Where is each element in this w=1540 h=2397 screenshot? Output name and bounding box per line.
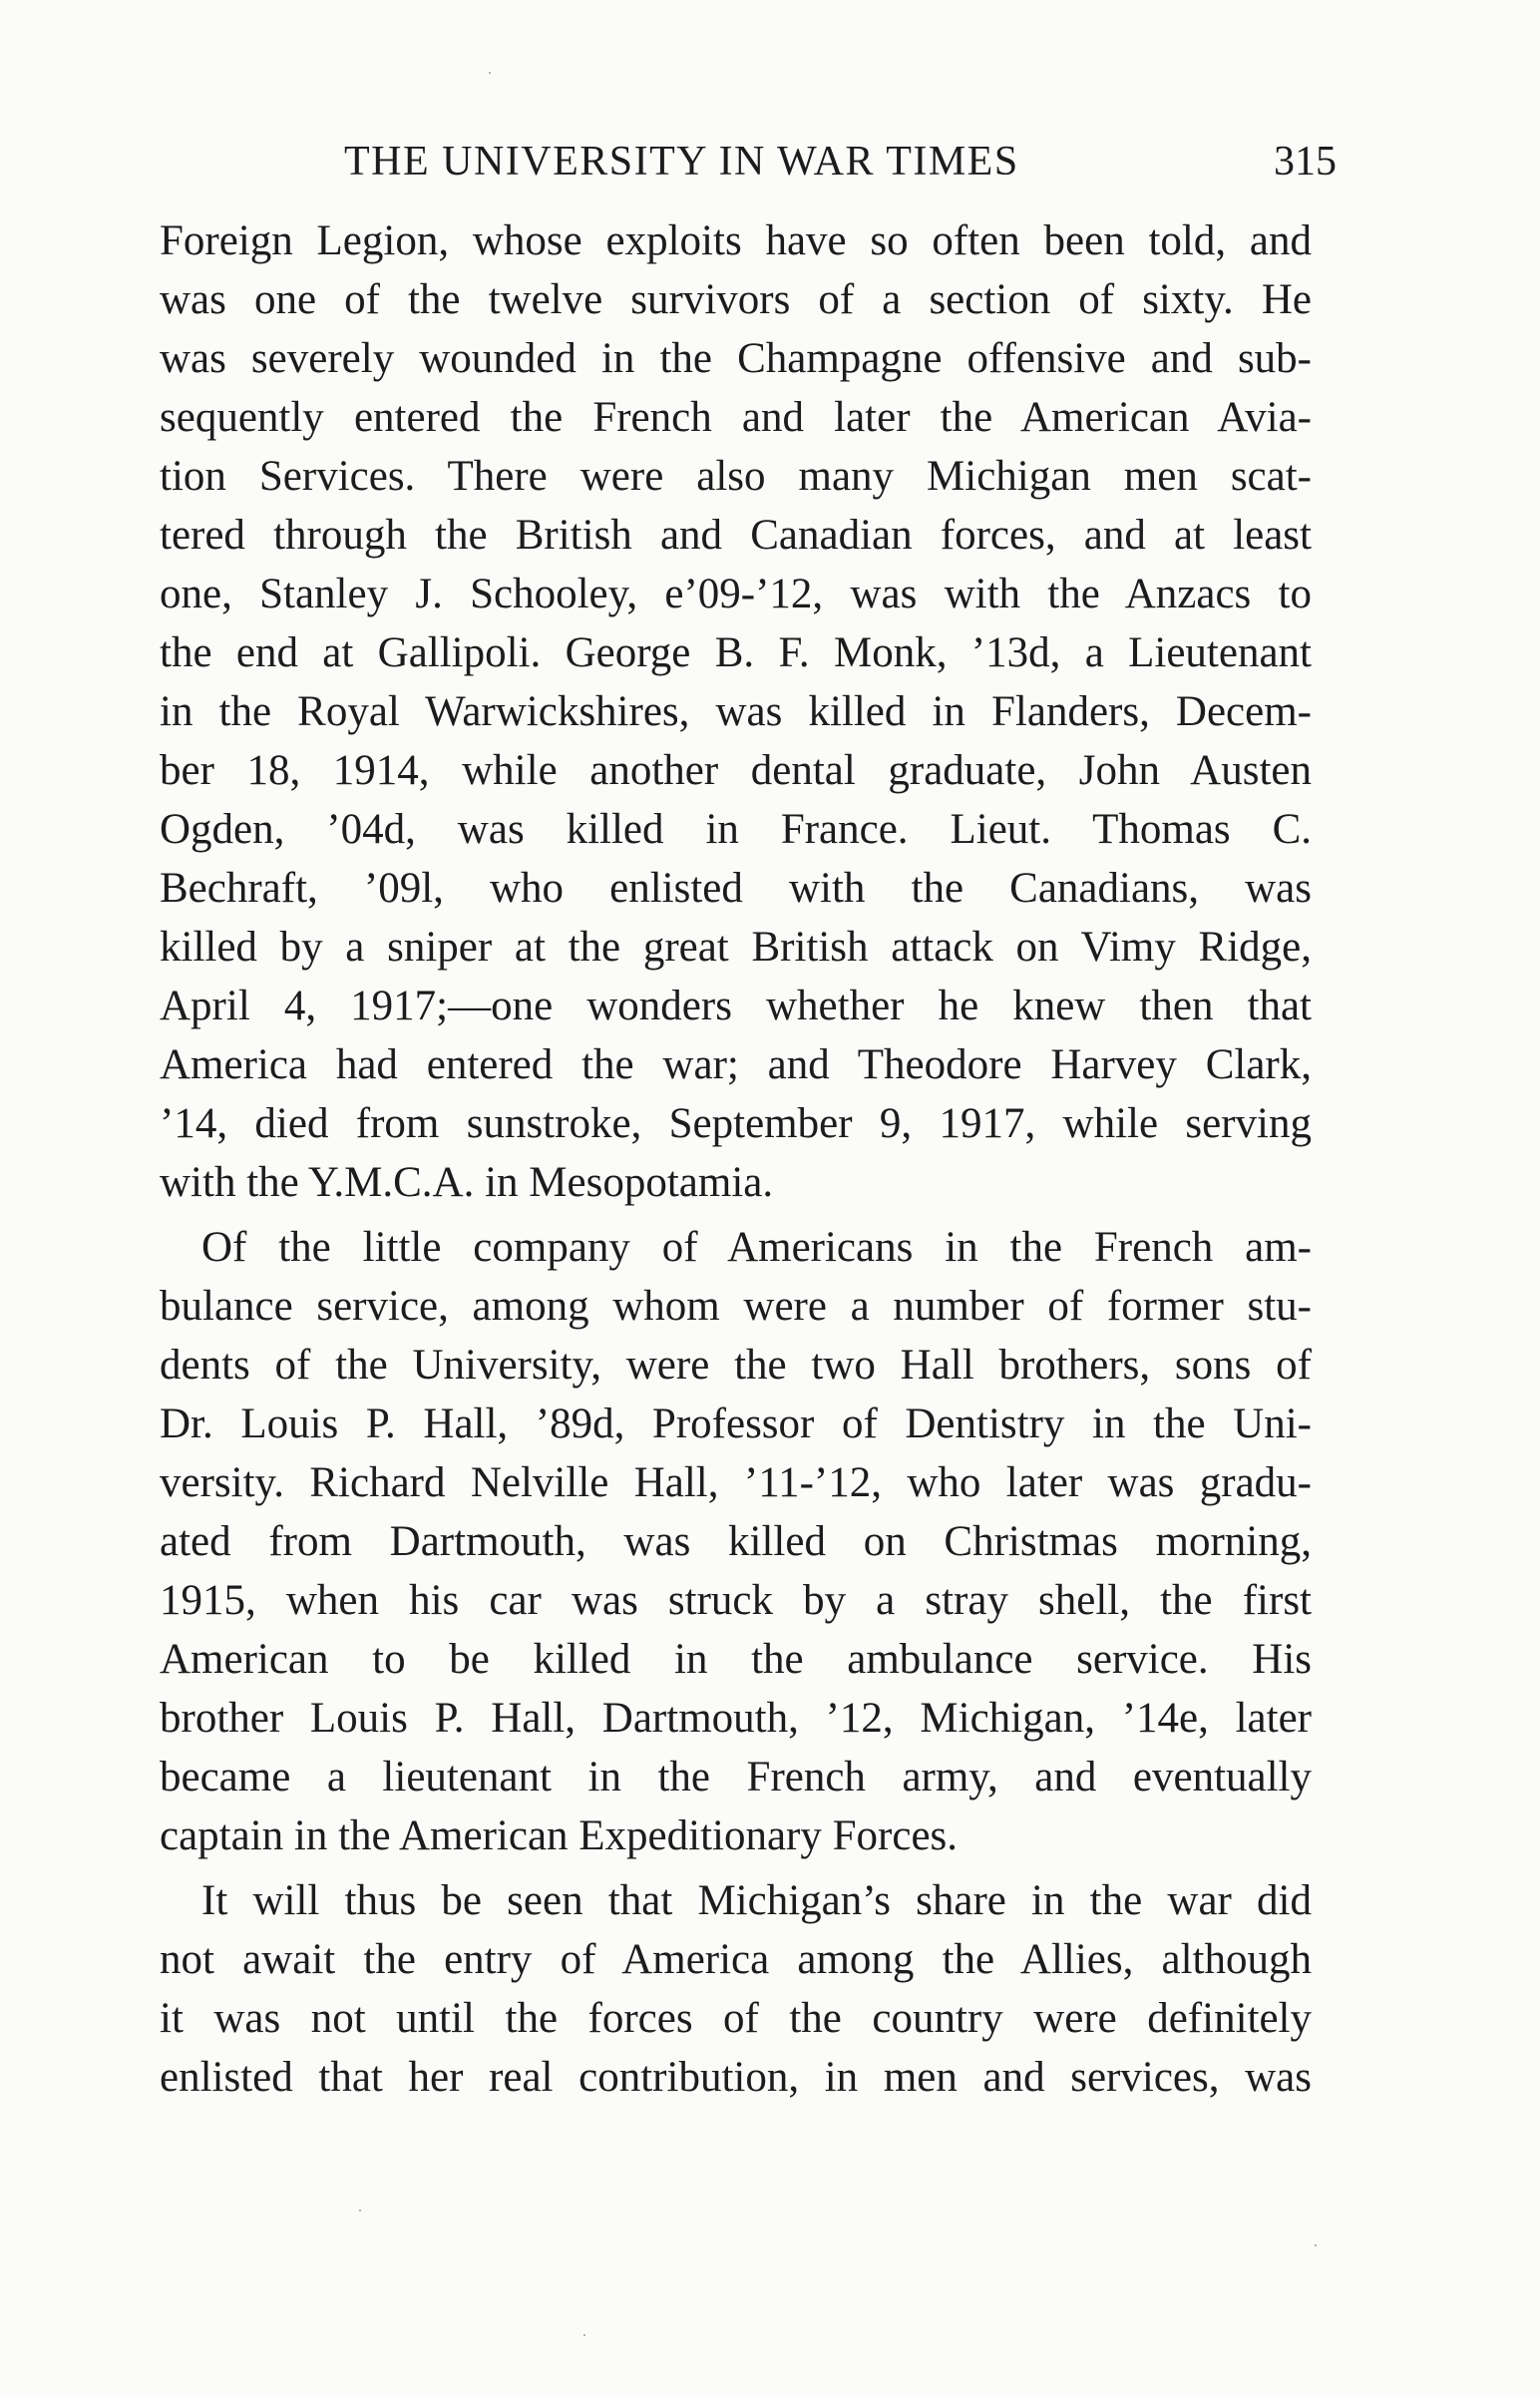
text-line: in the Royal Warwickshires, was killed in Flanders, Decem- [160,688,1312,735]
text-line: sequently entered the French and later the American Avia- [160,394,1312,441]
text-line: the end at Gallipoli. George B. F. Monk, ’13d, a Lieutenant [160,629,1312,676]
text-line: not await the entry of America among the Allies, although [160,1936,1312,1983]
scan-speck [359,2209,361,2211]
text-line: Bechraft, ’09l, who enlisted with the Canadians, was [160,865,1312,912]
text-line: was one of the twelve survivors of a section of sixty. He [160,276,1312,323]
text-line: was severely wounded in the Champagne offensive and sub- [160,335,1312,382]
running-title: THE UNIVERSITY IN WAR TIMES [344,139,1019,185]
text-line: dents of the University, were the two Hall brothers, sons of [160,1342,1312,1389]
paragraph [160,1218,1312,1865]
scan-speck [583,2334,585,2336]
text-line: tered through the British and Canadian forces, and at least [160,512,1312,559]
body-text [160,211,1312,2107]
text-line: one, Stanley J. Schooley, e’09-’12, was with the Anzacs to [160,571,1312,617]
scan-speck [489,72,491,74]
text-line: enlisted that her real contribution, in men and services, was [160,2054,1312,2101]
text-line: ated from Dartmouth, was killed on Christmas morning, [160,1518,1312,1565]
text-line: it was not until the forces of the country were definitely [160,1995,1312,2042]
text-line: tion Services. There were also many Michigan men scat- [160,453,1312,500]
scan-speck [1315,2244,1317,2246]
paragraph [160,211,1312,1212]
text-line: Ogden, ’04d, was killed in France. Lieut. Thomas C. [160,806,1312,853]
text-line: bulance service, among whom were a number of former stu- [160,1283,1312,1330]
text-line: America had entered the war; and Theodore Harvey Clark, [160,1041,1312,1088]
text-line: ’14, died from sunstroke, September 9, 1917, while serving [160,1100,1312,1147]
text-line: brother Louis P. Hall, Dartmouth, ’12, Michigan, ’14e, later [160,1695,1312,1742]
text-line: April 4, 1917;—one wonders whether he knew then that [160,983,1312,1029]
text-line: 1915, when his car was struck by a stray shell, the first [160,1577,1312,1624]
text-line: ber 18, 1914, while another dental graduate, John Austen [160,747,1312,794]
text-line: Foreign Legion, whose exploits have so often been told, and [160,217,1312,264]
text-line: versity. Richard Nelville Hall, ’11-’12, who later was gradu- [160,1459,1312,1506]
text-line: Of the little company of Americans in the French am- [201,1224,1312,1271]
text-line: with the Y.M.C.A. in Mesopotamia. [160,1159,774,1206]
text-line: became a lieutenant in the French army, and eventually [160,1754,1312,1800]
text-line: Dr. Louis P. Hall, ’89d, Professor of Dentistry in the Uni- [160,1400,1312,1447]
text-line: It will thus be seen that Michigan’s share in the war did [201,1877,1312,1924]
running-head [160,138,1347,188]
text-line: killed by a sniper at the great British attack on Vimy Ridge, [160,924,1312,971]
text-line: captain in the American Expeditionary Forces. [160,1812,959,1859]
page-number: 315 [1274,139,1337,185]
text-line: American to be killed in the ambulance service. His [160,1636,1312,1683]
paragraph [160,1871,1312,2107]
